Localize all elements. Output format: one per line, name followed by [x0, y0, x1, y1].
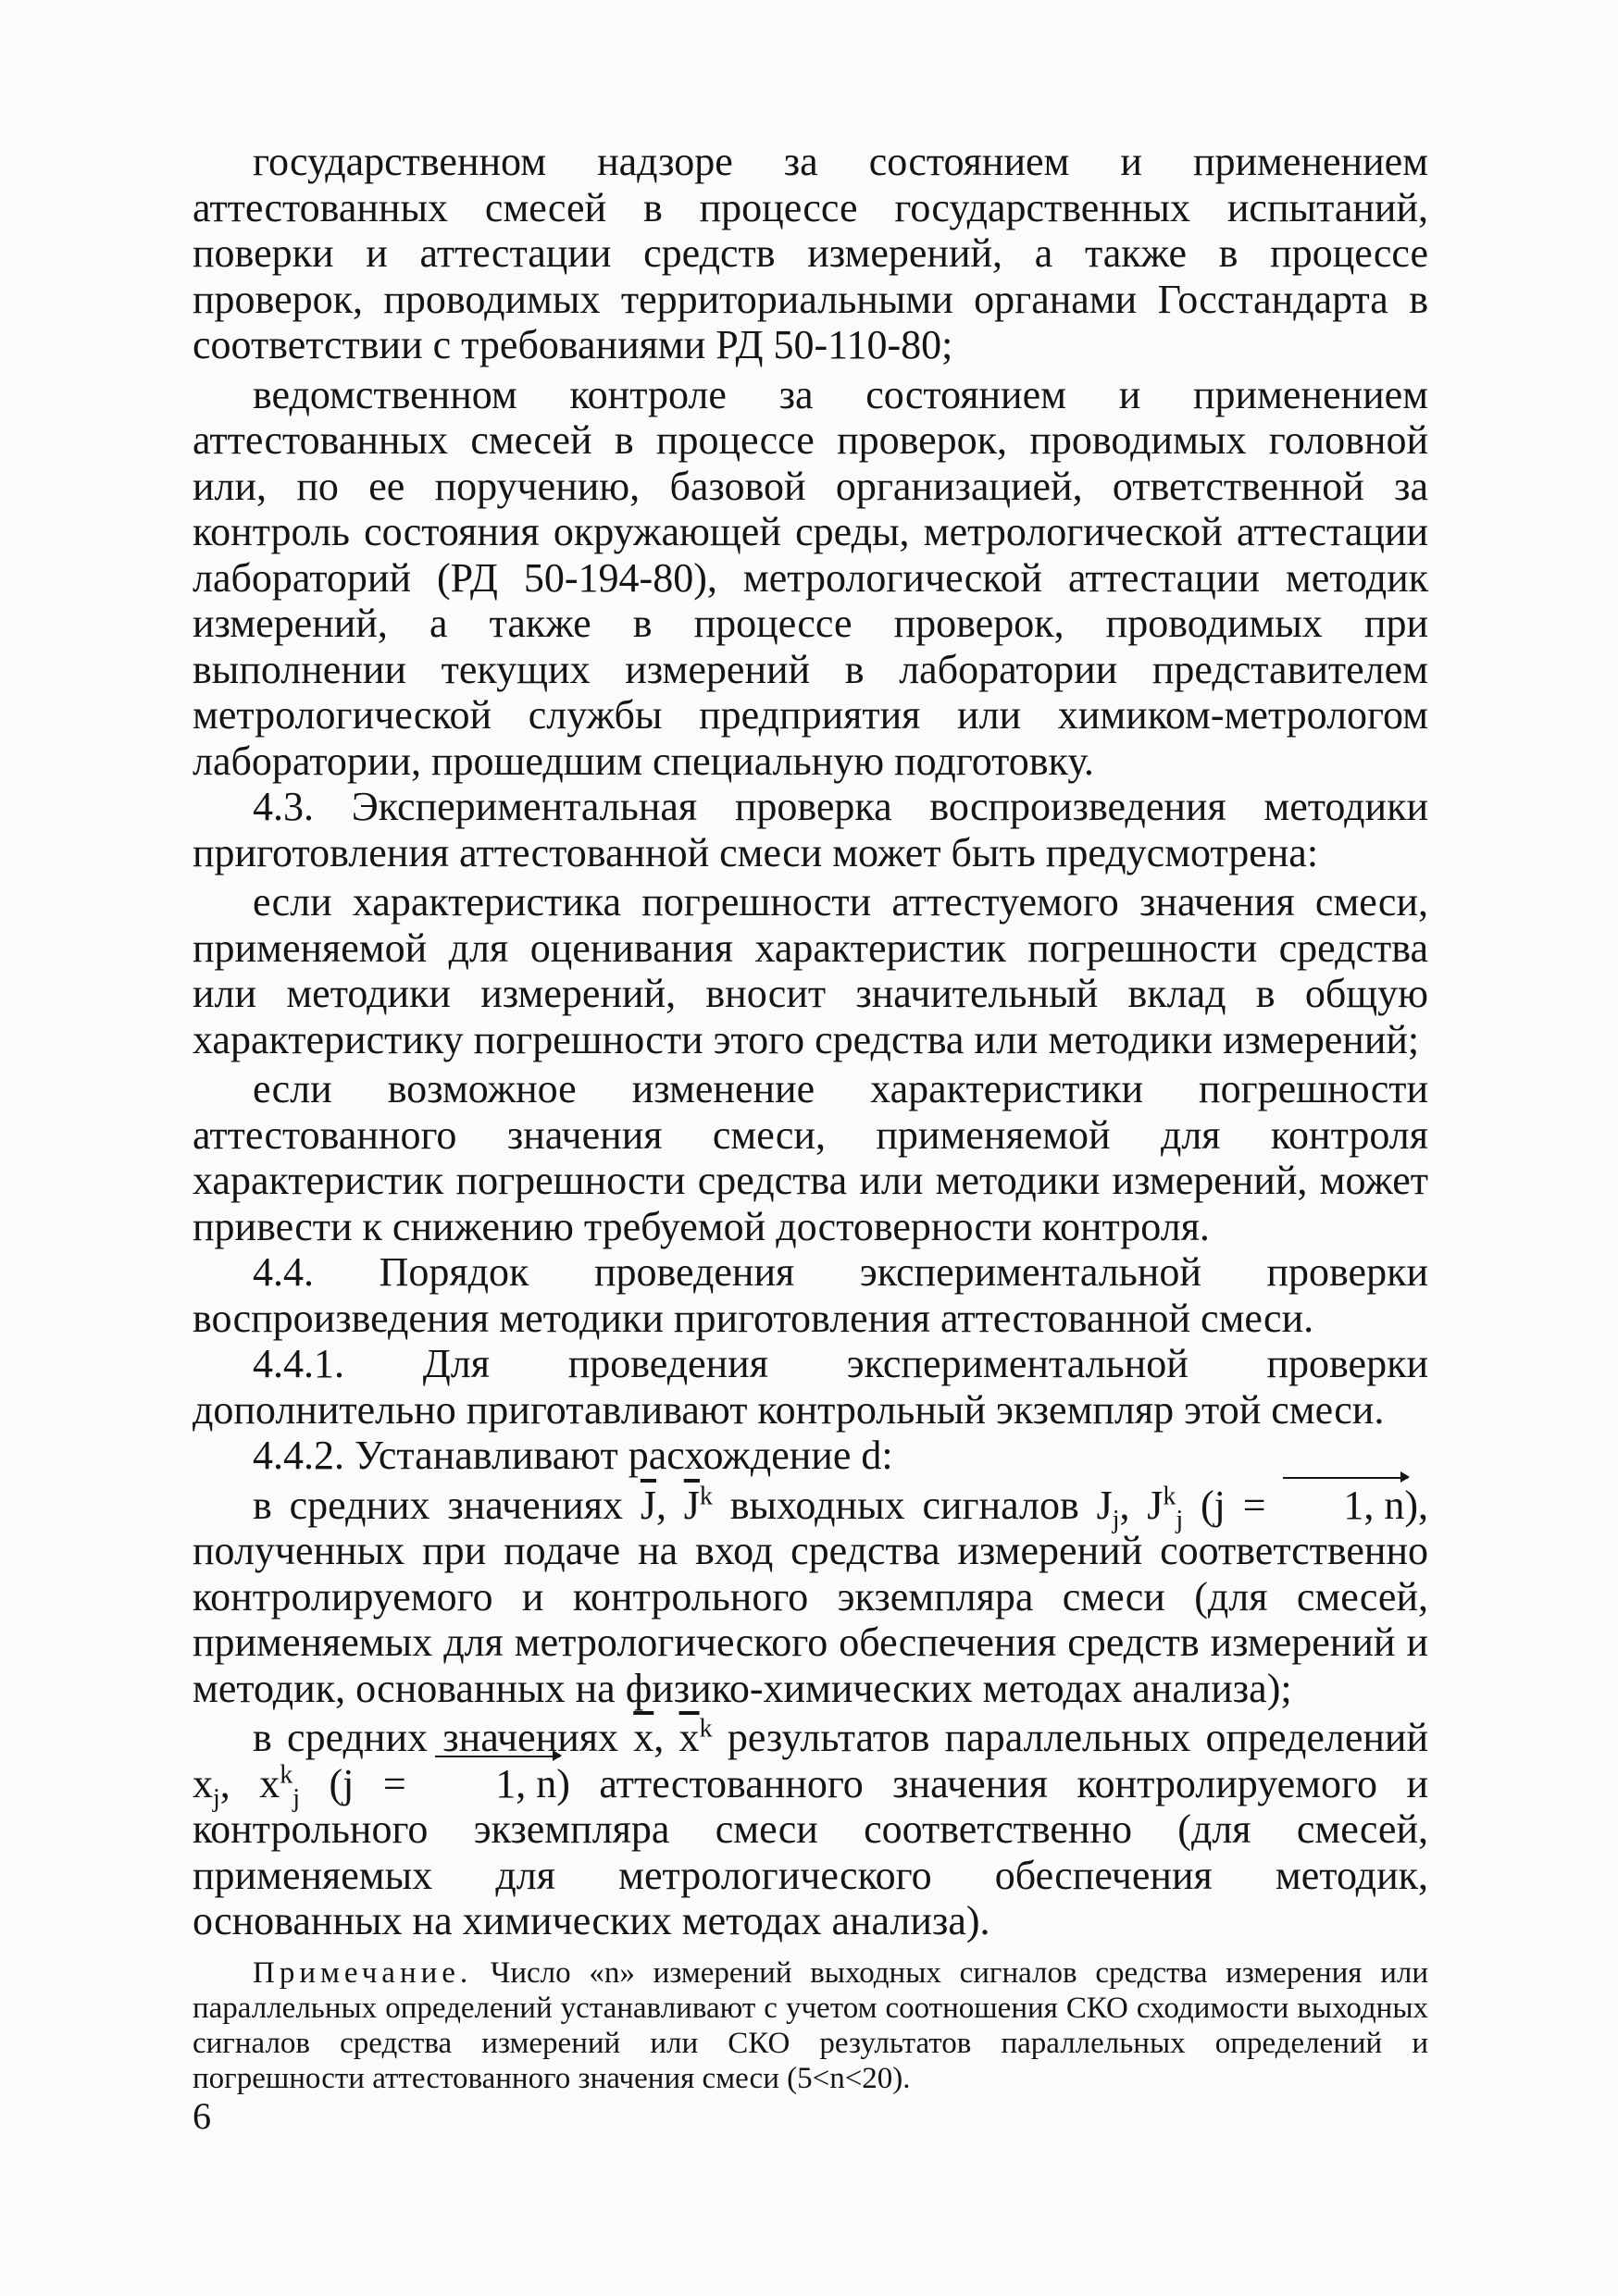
note-text: Число «n» измерений выходных сигналов средства измерения или параллельных определений устанавливают с учетом соотношения СКО сходимости выходных сигналов средства измерений или СКО результатов параллельных определений и погрешности аттестованного значения смеси (5<n<20). [193, 1955, 1428, 2095]
paragraph-parallel-determinations: в средних значениях $\overline{x}$, $\overline{x}^k$ результатов параллельных определений $x_j$, $x^k_j$ (j = 1, n) аттестованного значения контролируемого и контрольного экземпляра смеси соответственно (для смесей, применяемых для метрологического обеспечения методик, основанных на химических методах анализа). [193, 1714, 1429, 1943]
index-range-vector: 1, n [1283, 1483, 1404, 1529]
body-text [193, 139, 1428, 2096]
paragraph-departmental-control: ведомственном контроле за состоянием и применением аттестованных смесей в процессе проверок, проводимых головной или, по ее поручению, базовой организацией, ответственной за контроль состояния окружающей среды, метрологической аттестации лабораторий (РД 50-194-80), метрологической аттестации методик измерений, а также в процессе проверок, проводимых при выполнении текущих измерений в лаборатории представителем метрологической службы предприятия или химиком-метрологом лаборатории, прошедшим специальную подготовку. [193, 371, 1428, 784]
mean-x-symbol: $\overline{x}$ [633, 1715, 654, 1760]
paragraph-condition-2: если возможное изменение характеристики погрешности аттестованного значения смеси, применяемой для контроля характеристик погрешности средства или методики измерений, может привести к снижению требуемой достоверности контроля. [193, 1066, 1428, 1249]
page-number: 6 [193, 2095, 211, 2137]
paragraph-output-signals: в средних значениях $\overline{J}$, $\overline{J}^k$ выходных сигналов $J_j$, $J^k_j$ (j = 1, n), полученных при подаче на вход средства измерений соответственно контролируемого и контрольного экземпляра смеси (для смесей, применяемых для метрологического обеспечения средств измерений и методик, основанных на физико-химических методах анализа); [193, 1481, 1428, 1711]
paragraph-4-3: 4.3. Экспериментальная проверка воспроизведения методики приготовления аттестованной смеси может быть предусмотрена: [193, 784, 1428, 875]
paragraph-state-supervision: государственном надзоре за состоянием и применением аттестованных смесей в процессе государственных испытаний, поверки и аттестации средств измерений, а также в процессе проверок, проводимых территориальными органами Госстандарта в соответствии с требованиями РД 50-110-80; [193, 139, 1428, 367]
paragraph-condition-1: если характеристика погрешности аттестуемого значения смеси, применяемой для оценивания характеристик погрешности средства или методики измерений, вносит значительный вклад в общую характеристику погрешности этого средства или методики измерений; [193, 879, 1428, 1062]
mean-Jk-symbol: $\overline{J}$ [683, 1482, 700, 1528]
paragraph-4-4-2: 4.4.2. Устанавливают расхождение d: [253, 1433, 893, 1478]
note-label: Примечание. [253, 1955, 473, 1990]
index-range-vector: 1, n [435, 1761, 556, 1807]
paragraph-4-4: 4.4. Порядок проведения экспериментальной проверки воспроизведения методики приготовления аттестованной смеси. [193, 1249, 1428, 1341]
note [193, 1955, 1428, 2096]
paragraph-4-4-1: 4.4.1. Для проведения экспериментальной проверки дополнительно приготавливают контрольный экземпляр этой смеси. [193, 1341, 1428, 1433]
mean-J-symbol: $\overline{J}$ [640, 1482, 656, 1528]
mean-xk-symbol: $\overline{x}$ [678, 1715, 700, 1760]
